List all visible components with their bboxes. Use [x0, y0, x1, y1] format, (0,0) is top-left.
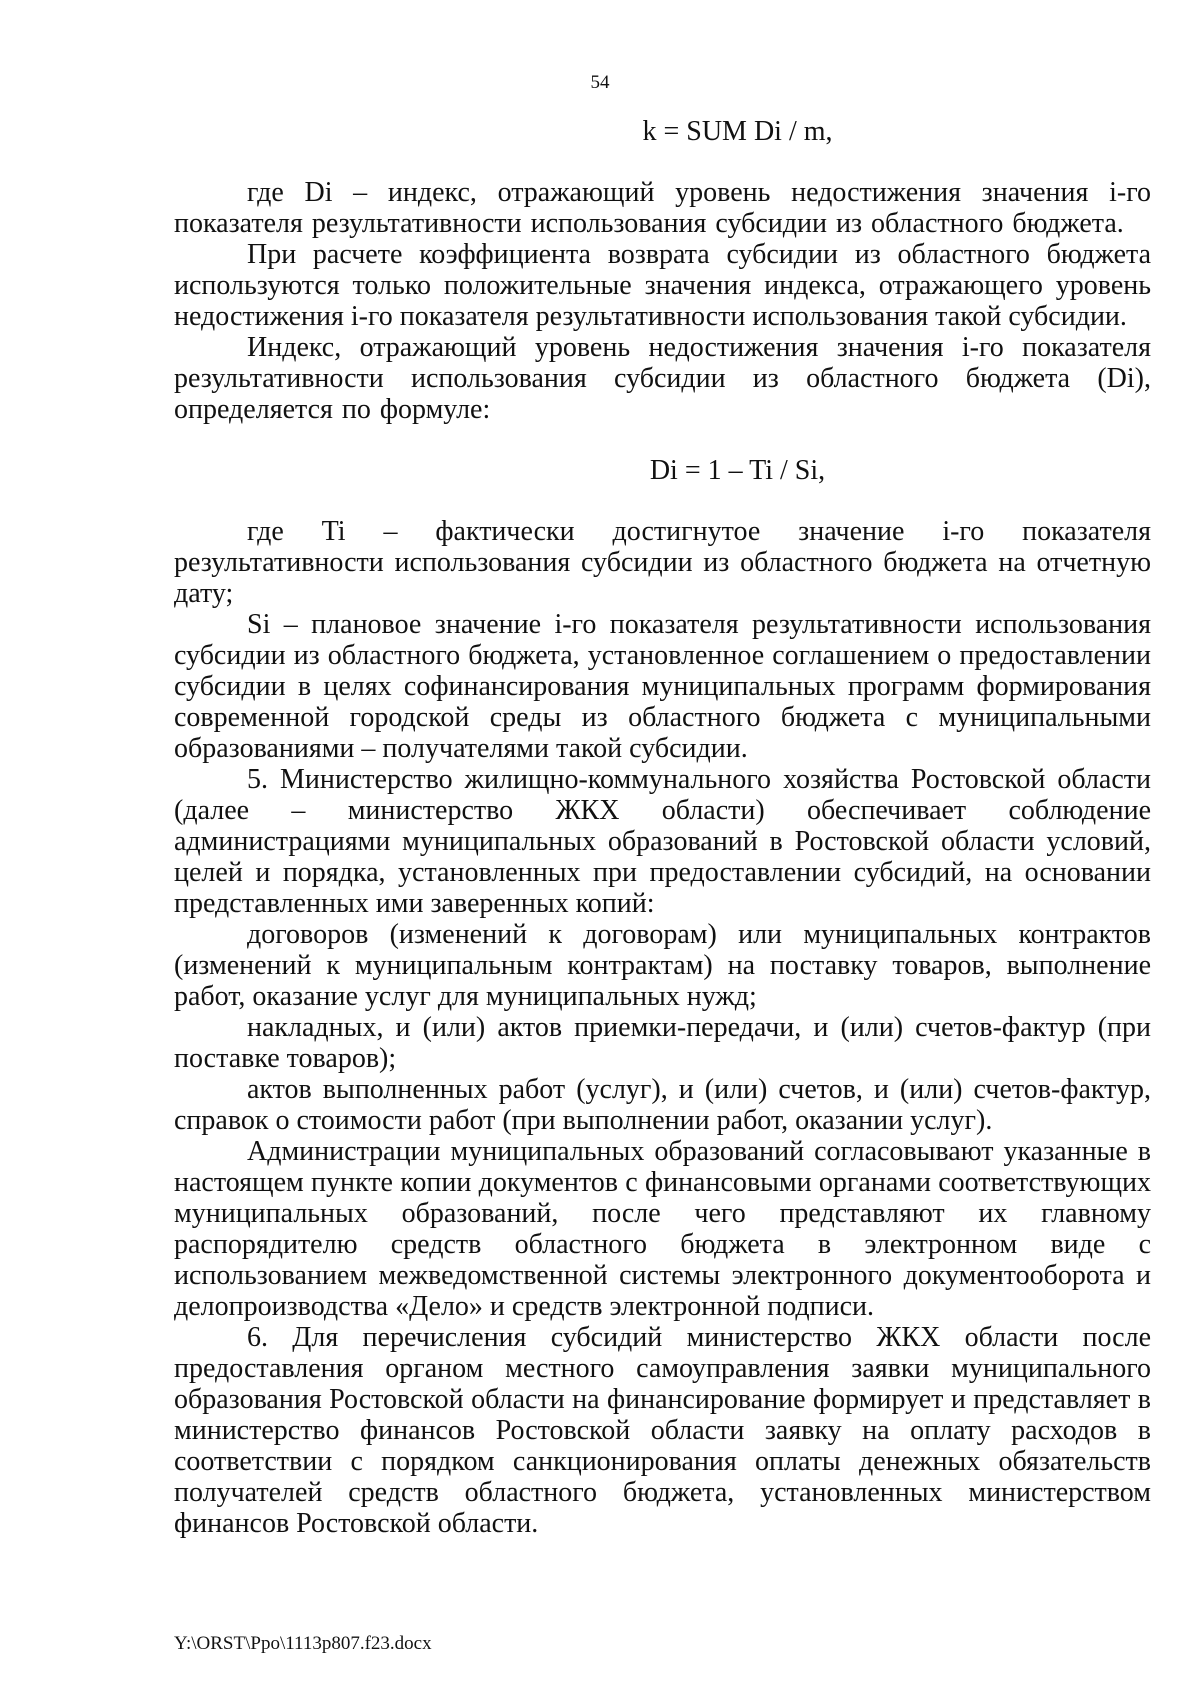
paragraph-administrations: Администрации муниципальных образований согласовывают указанные в настоящем пункте копии документов с финансовыми органами соответствующих муниципальных образований, после чего представляют их главному распорядителю средств областного бюджета в электронном виде с использованием межведомственной системы электронного документооборота и делопроизводства «Дело» и средств электронной подписи. [174, 1136, 1151, 1322]
paragraph-contracts: договоров (изменений к договорам) или муниципальных контрактов (изменений к муниципальным контрактам) на поставку товаров, выполнение работ, оказание услуг для муниципальных нужд; [174, 919, 1151, 1012]
paragraph-section-5: 5. Министерство жилищно-коммунального хозяйства Ростовской области (далее – министерство ЖКХ области) обеспечивает соблюдение администрациями муниципальных образований в Ростовской области условий, целей и порядка, установленных при предоставлении субсидий, на основании представленных ими заверенных копий: [174, 764, 1151, 919]
paragraph-si-definition: Si – плановое значение i-го показателя результативности использования субсидии из областного бюджета, установленное соглашением о предоставлении субсидии в целях софинансирования муниципальных программ формирования современной городской среды из областного бюджета с муниципальными образованиями – получателями такой субсидии. [174, 609, 1151, 764]
footer-file-path: Y:\ORST\Ppo\1113p807.f23.docx [174, 1633, 432, 1654]
paragraph-ti-definition: где Ti – фактически достигнутое значение i-го показателя результативности использования субсидии из областного бюджета на отчетную дату; [174, 516, 1151, 609]
paragraph-section-6: 6. Для перечисления субсидий министерство ЖКХ области после предоставления органом местного самоуправления заявки муниципального образования Ростовской области на финансирование формирует и представляет в министерство финансов Ростовской области заявку на оплату расходов в соответствии с порядком санкционирования оплаты денежных обязательств получателей средств областного бюджета, установленных министерством финансов Ростовской области. [174, 1322, 1151, 1539]
paragraph-acts: актов выполненных работ (услуг), и (или) счетов, и (или) счетов-фактур, справок о стоимости работ (при выполнении работ, оказании услуг). [174, 1074, 1151, 1136]
document-body [174, 110, 1151, 1539]
page-number: 54 [590, 72, 610, 93]
formula-di: Di = 1 – Ti / Si, [649, 455, 826, 486]
paragraph-di-definition: где Di – индекс, отражающий уровень недостижения значения i-го показателя результативности использования субсидии из областного бюджета. [174, 177, 1151, 239]
paragraph-index: Индекс, отражающий уровень недостижения значения i-го показателя результативности использования субсидии из областного бюджета (Di), определяется по формуле: [174, 332, 1151, 425]
formula-k: k = SUM Di / m, [642, 116, 833, 147]
paragraph-invoices: накладных, и (или) актов приемки-передачи, и (или) счетов-фактур (при поставке товаров); [174, 1012, 1151, 1074]
paragraph-coefficient: При расчете коэффициента возврата субсидии из областного бюджета используются только положительные значения индекса, отражающего уровень недостижения i-го показателя результативности использования такой субсидии. [174, 239, 1151, 332]
